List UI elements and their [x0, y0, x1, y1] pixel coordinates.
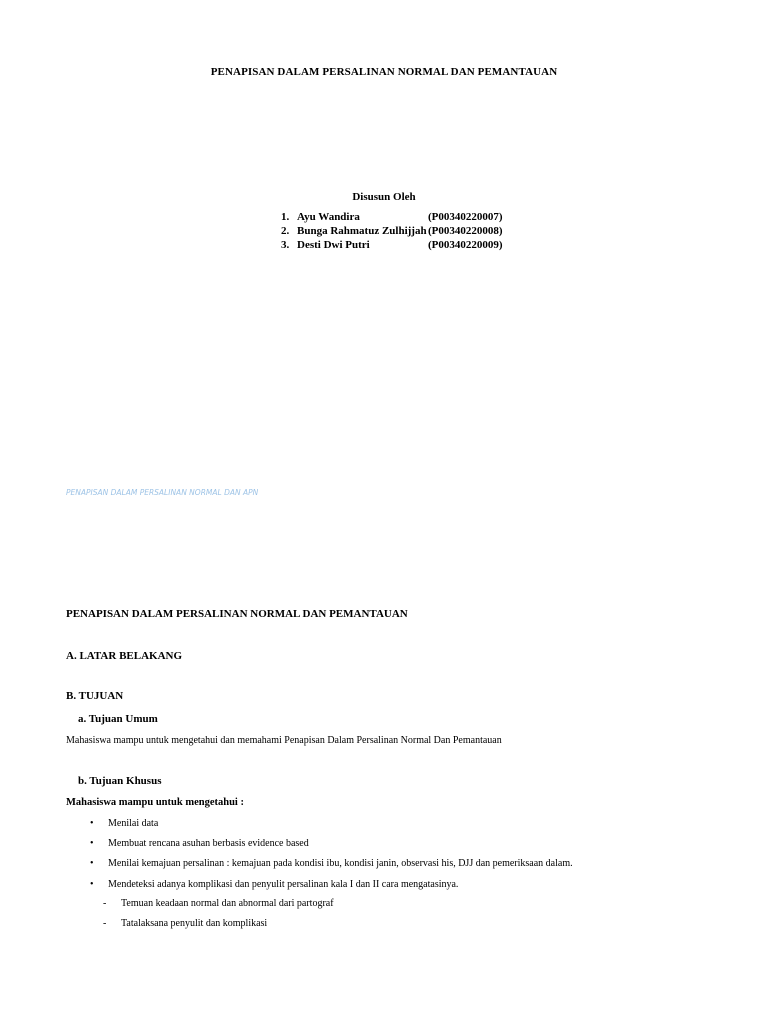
list-item: Menilai kemajuan persalinan : kemajuan pada kondisi ibu, kondisi janin, observasi his, DJJ dan pemeriksaan dalam. [108, 858, 573, 869]
author-name: Ayu Wandira [297, 211, 360, 223]
tujuan-khusus-intro: Mahasiswa mampu untuk mengetahui : [66, 797, 244, 808]
author-row [281, 224, 541, 238]
author-row [281, 210, 541, 224]
sub-list-item: Temuan keadaan normal dan abnormal dari partograf [121, 898, 334, 909]
author-id: (P00340220008) [428, 225, 503, 237]
author-number: 3. [281, 239, 290, 251]
author-number: 1. [281, 211, 290, 223]
bullet-icon: • [90, 858, 94, 869]
bullet-icon: • [90, 838, 94, 849]
author-id: (P00340220009) [428, 239, 503, 251]
author-id: (P00340220007) [428, 211, 503, 223]
subheading-tujuan-khusus: b. Tujuan Khusus [78, 775, 162, 787]
author-name: Bunga Rahmatuz Zulhijjah [297, 225, 427, 237]
dash-icon: - [103, 898, 107, 909]
subheading-tujuan-umum: a. Tujuan Umum [78, 713, 158, 725]
dash-icon: - [103, 918, 107, 929]
heading-latar-belakang: A. LATAR BELAKANG [66, 650, 183, 662]
bullet-icon: • [90, 879, 94, 890]
sub-list-item: Tatalaksana penyulit dan komplikasi [121, 918, 268, 929]
bullet-icon: • [90, 818, 94, 829]
heading-tujuan: B. TUJUAN [66, 690, 124, 702]
tujuan-umum-text: Mahasiswa mampu untuk mengetahui dan memahami Penapisan Dalam Persalinan Normal Dan Pemantauan [66, 735, 502, 746]
list-item: Mendeteksi adanya komplikasi dan penyulit persalinan kala I dan II cara mengatasinya. [108, 879, 459, 890]
disusun-label: Disusun Oleh [352, 191, 416, 203]
list-item: Menilai data [108, 818, 159, 829]
author-number: 2. [281, 225, 290, 237]
document-title: PENAPISAN DALAM PERSALINAN NORMAL DAN PEMANTAUAN [210, 66, 558, 78]
list-item: Membuat rencana asuhan berbasis evidence based [108, 838, 309, 849]
author-name: Desti Dwi Putri [297, 239, 370, 251]
author-row [281, 238, 541, 252]
document-link[interactable]: PENAPISAN DALAM PERSALINAN NORMAL DAN APN [66, 488, 259, 497]
section-title: PENAPISAN DALAM PERSALINAN NORMAL DAN PEMANTAUAN [66, 608, 408, 620]
